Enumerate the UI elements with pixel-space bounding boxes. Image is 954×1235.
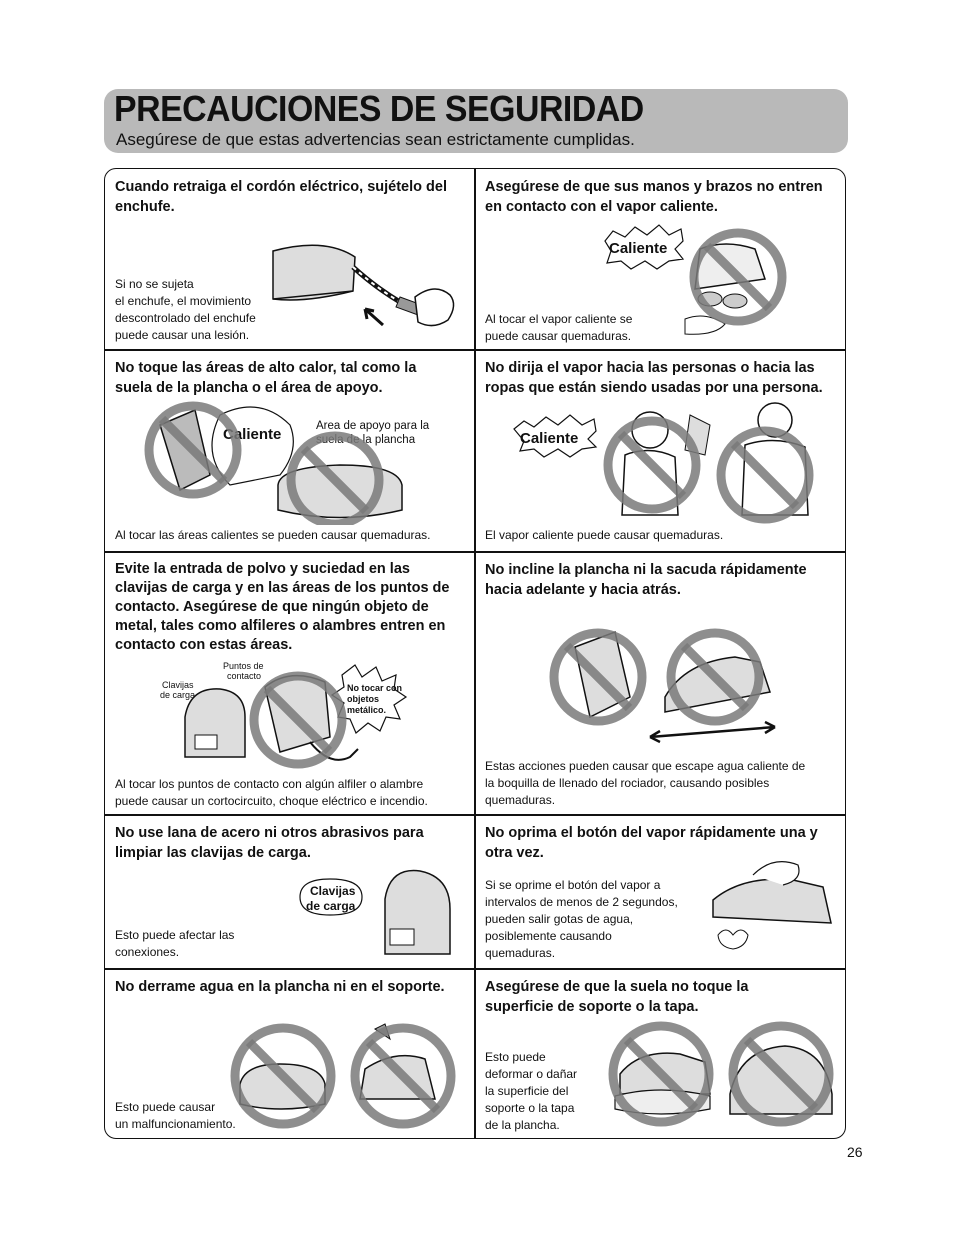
- warning-label: No tocar con objetos metálico.: [347, 683, 403, 715]
- precaution-cell: [105, 350, 474, 551]
- precautions-grid: [104, 168, 846, 1139]
- hot-label: Caliente: [223, 426, 282, 443]
- page-title: PRECAUCIONES DE SEGURIDAD: [114, 88, 644, 129]
- precaution-title: No toque las áreas de alto calor, tal como la suela de la plancha o el área de apoyo.: [115, 360, 417, 396]
- precaution-note: Al tocar el vapor caliente se puede causar quemaduras.: [485, 312, 633, 343]
- charging-pins-illustration: [150, 657, 450, 775]
- precaution-title: Evite la entrada de polvo y suciedad en las clavijas de carga y en las áreas de los puntos de contacto. Asegúrese de que ningún objeto de metal, tales como alfileres o alambres entren en contacto con estas áreas.: [115, 561, 450, 653]
- precaution-note: Estas acciones pueden causar que escape agua caliente de la boquilla de llenado del rociador, causando posibles quemaduras.: [485, 759, 806, 807]
- water-spill-illustration: [225, 1014, 465, 1134]
- precaution-cell: [475, 552, 846, 814]
- precaution-note: El vapor caliente puede causar quemaduras.: [485, 528, 724, 542]
- header-banner: [104, 89, 848, 153]
- precaution-title: No dirija el vapor hacia las personas o hacia las ropas que están siendo usadas por una persona.: [485, 360, 823, 396]
- precaution-cell: [105, 169, 474, 349]
- precaution-cell: [475, 969, 846, 1139]
- precaution-note: Al tocar las áreas calientes se pueden causar quemaduras.: [115, 528, 431, 542]
- rest-area-label: Area de apoyo para la suela de la plancha: [316, 420, 430, 446]
- precaution-title: No incline la plancha ni la sacuda rápidamente hacia adelante y hacia atrás.: [485, 562, 807, 598]
- precaution-title: Asegúrese de que sus manos y brazos no entren en contacto con el vapor caliente.: [485, 179, 823, 215]
- precaution-cell: [475, 169, 846, 349]
- hot-label: Caliente: [520, 430, 579, 447]
- precaution-title: No derrame agua en la plancha ni en el soporte.: [115, 979, 445, 995]
- steam-hand-illustration: [595, 219, 795, 344]
- precaution-title: Asegúrese de que la suela no toque la superficie de soporte o la tapa.: [485, 979, 749, 1015]
- precaution-cell: [105, 969, 474, 1139]
- hot-label: Caliente: [609, 240, 668, 257]
- charging-pins-label: Clavijas de carga: [160, 680, 196, 700]
- precaution-note: Si se oprime el botón del vapor a intervalos de menos de 2 segundos, pueden salir gotas de agua, posiblemente causando quemaduras.: [485, 878, 678, 960]
- precaution-title: No use lana de acero ni otros abrasivos para limpiar las clavijas de carga.: [115, 825, 424, 861]
- page-number: 26: [847, 1144, 863, 1160]
- precaution-note: Esto puede causar un malfuncionamiento.: [115, 1100, 236, 1131]
- precaution-cell: [475, 815, 846, 968]
- precaution-note: Al tocar los puntos de contacto con algún alfiler o alambre puede causar un cortocircuito, choque eléctrico e incendio.: [115, 777, 428, 808]
- tilt-shake-illustration: [535, 617, 825, 752]
- steel-wool-illustration: [290, 859, 470, 964]
- precaution-title: Cuando retraiga el cordón eléctrico, sujételo del enchufe.: [115, 179, 447, 215]
- charging-pins-label: Clavijas de carga: [306, 884, 356, 913]
- hot-soleplate-illustration: [140, 395, 460, 525]
- precaution-title: No oprima el botón del vapor rápidamente una y otra vez.: [485, 825, 818, 861]
- precaution-cell: [475, 350, 846, 551]
- steam-button-illustration: [703, 855, 843, 965]
- precaution-note: Si no se sujeta el enchufe, el movimiento descontrolado del enchufe puede causar una lesión.: [115, 277, 256, 342]
- precaution-note: Esto puede afectar las conexiones.: [115, 928, 235, 959]
- steam-people-illustration: [510, 395, 830, 525]
- precaution-cell: [105, 815, 474, 968]
- precaution-cell: [105, 552, 474, 814]
- soleplate-contact-illustration: [600, 1014, 840, 1134]
- precaution-note: Esto puede deformar o dañar la superficie del soporte o la tapa de la plancha.: [485, 1050, 578, 1132]
- contact-points-label: Puntos de contacto: [223, 661, 264, 681]
- cord-plug-illustration: [265, 227, 465, 345]
- page-subtitle: Asegúrese de que estas advertencias sean estrictamente cumplidas.: [116, 130, 635, 149]
